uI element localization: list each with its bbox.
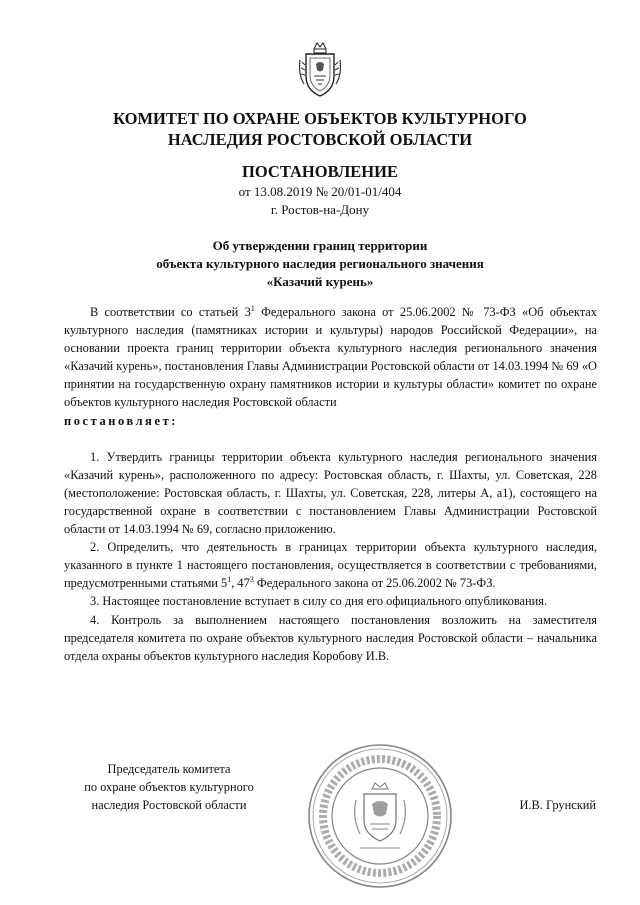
- coat-of-arms-icon: [296, 40, 344, 100]
- organization-name-line: НАСЛЕДИЯ РОСТОВСКОЙ ОБЛАСТИ: [167, 130, 473, 149]
- preamble-text: В соответствии со статьей 3: [90, 305, 251, 319]
- document-date-number: от 13.08.2019 № 20/01-01/404: [238, 184, 402, 199]
- item-3: 3. Настоящее постановление вступает в силу со дня его официального опубликования.: [90, 594, 548, 609]
- item-2: [64, 538, 597, 592]
- organization-name-line: КОМИТЕТ ПО ОХРАНЕ ОБЪЕКТОВ КУЛЬТУРНОГО: [113, 109, 527, 128]
- preamble-text: Федерального закона от 25.06.2002 № 73-ФЗ «Об объектах культурного наследия (памятниках истории и культуры) народов Российской Федерации», на основании проекта границ территории объекта культурного наследия регионального значения «Казачий курень», постановления Главы Администрации Ростовской области от 14.03.1994 № 69 «О принятии на государственную охрану памятников истории и культуры области» комитет по охране объектов культурного наследия Ростовской области: [64, 305, 597, 410]
- document-subject: [0, 237, 640, 291]
- item-2-text: Федерального закона от 25.06.2002 № 73-ФЗ.: [253, 576, 496, 591]
- document-body: [64, 303, 597, 665]
- item-2-text: 2. Определить, что деятельность в границах территории объекта культурного наследия, указанного в пункте 1 настоящего постановления, осуществляется в соответствии с требованиями, предусмотренными статьями 5: [64, 540, 597, 591]
- item-4: 4. Контроль за выполнением настоящего постановления возложить на заместителя председателя комитета по охране объектов культурного наследия Ростовской области – начальника отдела охраны объектов культурного наследия Коробову И.В.: [64, 612, 597, 663]
- subject-line: объекта культурного наследия регионального значения: [156, 256, 484, 271]
- document-city: г. Ростов-на-Дону: [270, 202, 370, 217]
- preamble-paragraph: [64, 303, 597, 412]
- resolves-line: [64, 412, 597, 430]
- resolves-word: постановляет:: [64, 413, 178, 428]
- official-seal-icon: [306, 742, 454, 890]
- superscript: 3: [249, 575, 254, 585]
- signer-title-line: наследия Ростовской области: [91, 798, 247, 812]
- subject-line: «Казачий курень»: [266, 274, 374, 289]
- item-2-text: , 47: [231, 576, 250, 591]
- signer-title-line: Председатель комитета: [107, 762, 231, 776]
- superscript: 1: [227, 575, 232, 585]
- signer-title-line: по охране объектов культурного: [84, 780, 254, 794]
- document-type: ПОСТАНОВЛЕНИЕ: [242, 162, 398, 181]
- subject-line: Об утверждении границ территории: [212, 238, 428, 253]
- signer-title: [64, 760, 274, 814]
- superscript: 1: [250, 304, 255, 313]
- organization-name: [0, 108, 640, 150]
- signer-name: И.В. Грунский: [519, 798, 596, 812]
- document-meta: [0, 183, 640, 219]
- item-1: 1. Утвердить границы территории объекта культурного наследия регионального значения «Казачий курень», расположенного по адресу: Ростовская область, г. Шахты, ул. Советская, 228 (местоположение: Ростовская область, г. Шахты, ул. Советская, 228, литеры А, а1), состоящего на государственной охране в соответствии с постановлением Главы Администрации Ростовской области от 14.03.1994 № 69, согласно приложению.: [64, 449, 597, 537]
